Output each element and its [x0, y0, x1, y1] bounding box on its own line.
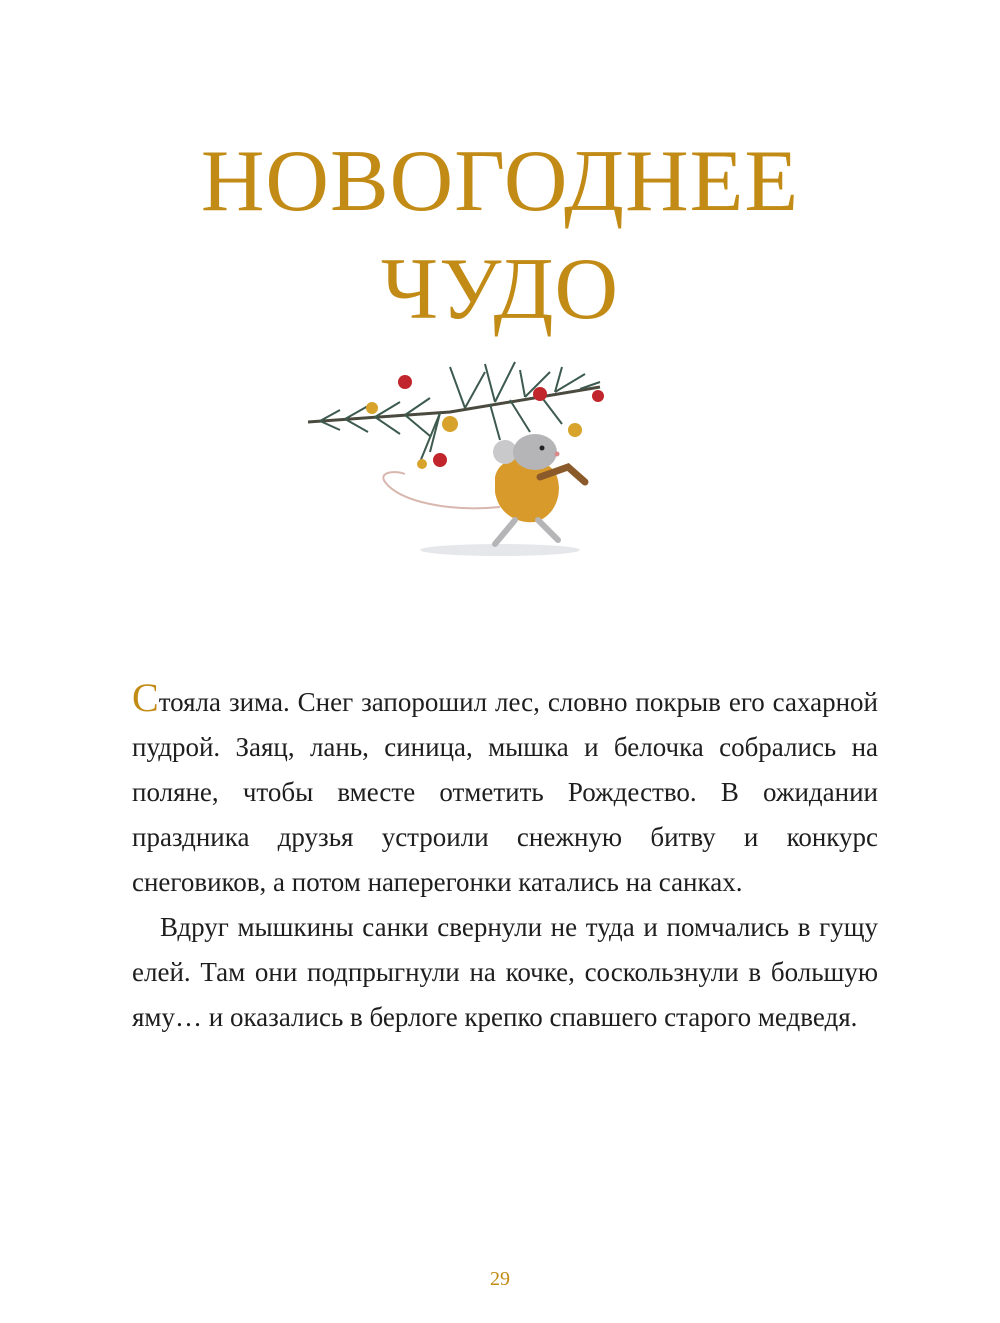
paragraph-2-text: Вдруг мышкины санки свернули не туда и помчались в гущу елей. Там они подпрыгнули на кочке, соскользнули в большую яму… и оказались в берлоге крепко спавшего старого медведя. — [132, 912, 878, 1032]
mouse-with-christmas-tree-icon — [300, 352, 620, 562]
ornament-red — [433, 453, 447, 467]
mouse-head — [513, 434, 557, 470]
dropcap-letter: С — [132, 675, 159, 720]
ornament-red — [398, 375, 412, 389]
paragraph-1-text: тояла зима. Снег запорошил лес, словно покрыв его сахарной пудрой. Заяц, лань, синица, мышка и белочка собрались на поляне, чтобы вместе отметить Рождество. В ожидании праздника друзья устроили снежную битву и конкурс снеговиков, а потом наперегонки катались на санках. — [132, 687, 878, 897]
ornament-gold — [442, 416, 458, 432]
ornament-gold — [417, 459, 427, 469]
mouse-leg — [538, 520, 558, 540]
chapter-title — [0, 128, 1000, 344]
fir-needles — [320, 362, 600, 462]
chapter-title-line-1: НОВОГОДНЕЕ — [200, 133, 800, 230]
mouse-nose — [555, 452, 560, 457]
snow-shadow — [420, 544, 580, 556]
ornament-red — [533, 387, 547, 401]
mouse-tail — [383, 472, 500, 508]
ornament-gold — [366, 402, 378, 414]
story-text — [132, 675, 878, 1040]
ornament-red — [592, 390, 604, 402]
mouse-eye — [540, 446, 545, 451]
ornament-gold — [568, 423, 582, 437]
paragraph-1 — [132, 675, 878, 905]
mouse-leg — [495, 520, 515, 544]
chapter-title-line-2: ЧУДО — [380, 241, 620, 338]
page-number: 29 — [490, 1268, 510, 1290]
paragraph-2 — [132, 905, 878, 1040]
